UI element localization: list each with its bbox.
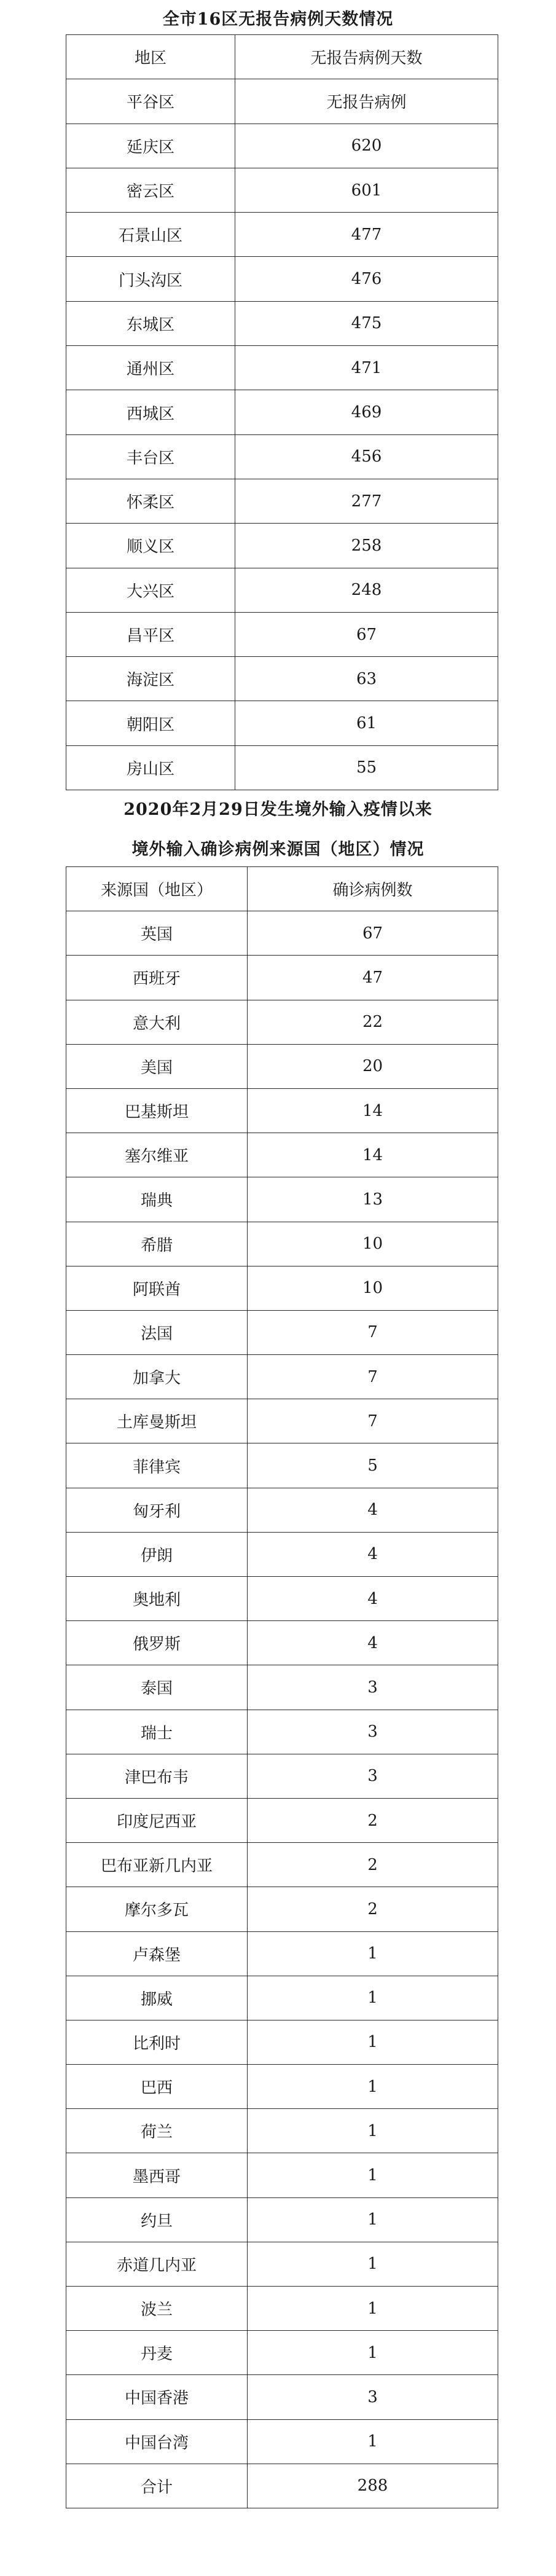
table-row — [66, 956, 498, 1000]
header-confirmed-cases: 确诊病例数 — [248, 867, 498, 911]
source-country-cell: 意大利 — [66, 1000, 248, 1044]
table-row — [66, 2242, 498, 2286]
table-row — [66, 612, 498, 656]
table-row — [66, 2109, 498, 2153]
confirmed-cases-cell: 20 — [248, 1044, 498, 1088]
no-case-days-cell: 63 — [235, 657, 498, 701]
no-case-days-table-body — [66, 35, 498, 790]
district-cell: 朝阳区 — [66, 701, 235, 745]
table-row — [66, 257, 498, 301]
table-row — [66, 1222, 498, 1266]
source-country-cell: 俄罗斯 — [66, 1621, 248, 1665]
no-case-days-cell: 277 — [235, 479, 498, 523]
source-country-cell: 巴布亚新几内亚 — [66, 1843, 248, 1887]
no-case-days-cell: 无报告病例 — [235, 79, 498, 124]
table-row — [66, 2419, 498, 2464]
confirmed-cases-cell: 7 — [248, 1310, 498, 1354]
table-row — [66, 390, 498, 434]
confirmed-cases-cell: 1 — [248, 2419, 498, 2464]
table-header-row — [66, 35, 498, 79]
district-cell: 延庆区 — [66, 124, 235, 168]
table-row — [66, 213, 498, 257]
confirmed-cases-cell: 1 — [248, 2242, 498, 2286]
table-row — [66, 911, 498, 956]
table-row — [66, 745, 498, 790]
table-row — [66, 1621, 498, 1665]
table-row — [66, 2020, 498, 2064]
district-cell: 大兴区 — [66, 568, 235, 612]
table-row — [66, 124, 498, 168]
source-country-cell: 津巴布韦 — [66, 1754, 248, 1798]
table-row — [66, 657, 498, 701]
table-row — [66, 346, 498, 390]
confirmed-cases-cell: 1 — [248, 2331, 498, 2375]
table-row — [66, 1044, 498, 1088]
confirmed-cases-cell: 2 — [248, 1843, 498, 1887]
table-row — [66, 1443, 498, 1488]
confirmed-cases-cell: 7 — [248, 1355, 498, 1399]
table-row — [66, 701, 498, 745]
district-cell: 顺义区 — [66, 524, 235, 568]
confirmed-cases-cell: 67 — [248, 911, 498, 956]
no-case-days-cell: 67 — [235, 612, 498, 656]
source-country-cell: 约旦 — [66, 2197, 248, 2242]
table-row — [66, 2331, 498, 2375]
table-row — [66, 1399, 498, 1443]
source-country-cell: 赤道几内亚 — [66, 2242, 248, 2286]
table-row — [66, 434, 498, 479]
table-row — [66, 2287, 498, 2331]
source-country-cell: 菲律宾 — [66, 1443, 248, 1488]
imported-cases-table — [66, 866, 498, 2508]
confirmed-cases-cell: 14 — [248, 1088, 498, 1133]
confirmed-cases-cell: 1 — [248, 2197, 498, 2242]
confirmed-cases-cell: 5 — [248, 1443, 498, 1488]
table-row — [66, 1931, 498, 1976]
source-country-cell: 印度尼西亚 — [66, 1798, 248, 1842]
district-cell: 怀柔区 — [66, 479, 235, 523]
source-country-cell: 塞尔维亚 — [66, 1133, 248, 1177]
source-country-cell: 希腊 — [66, 1222, 248, 1266]
header-source-country: 来源国（地区） — [66, 867, 248, 911]
confirmed-cases-cell: 4 — [248, 1532, 498, 1576]
header-no-case-days: 无报告病例天数 — [235, 35, 498, 79]
confirmed-cases-cell: 2 — [248, 1798, 498, 1842]
confirmed-cases-cell: 3 — [248, 1710, 498, 1754]
district-cell: 房山区 — [66, 745, 235, 790]
district-cell: 昌平区 — [66, 612, 235, 656]
district-cell: 海淀区 — [66, 657, 235, 701]
table-row — [66, 1088, 498, 1133]
confirmed-cases-cell: 7 — [248, 1399, 498, 1443]
table-row — [66, 2375, 498, 2419]
no-case-days-cell: 55 — [235, 745, 498, 790]
source-country-cell: 巴基斯坦 — [66, 1088, 248, 1133]
confirmed-cases-cell: 3 — [248, 1665, 498, 1710]
source-country-cell: 巴西 — [66, 2065, 248, 2109]
table-row — [66, 168, 498, 212]
source-country-cell: 阿联酋 — [66, 1266, 248, 1310]
source-country-cell: 卢森堡 — [66, 1931, 248, 1976]
total-value: 288 — [248, 2464, 498, 2508]
total-label: 合计 — [66, 2464, 248, 2508]
no-case-days-cell: 61 — [235, 701, 498, 745]
imported-cases-table-body — [66, 867, 498, 2508]
confirmed-cases-cell: 2 — [248, 1887, 498, 1931]
no-case-days-cell: 601 — [235, 168, 498, 212]
table-row — [66, 1887, 498, 1931]
confirmed-cases-cell: 14 — [248, 1133, 498, 1177]
table-row — [66, 79, 498, 124]
no-case-days-cell: 258 — [235, 524, 498, 568]
no-case-days-cell: 248 — [235, 568, 498, 612]
district-cell: 密云区 — [66, 168, 235, 212]
district-cell: 平谷区 — [66, 79, 235, 124]
source-country-cell: 丹麦 — [66, 2331, 248, 2375]
confirmed-cases-cell: 3 — [248, 1754, 498, 1798]
table-row — [66, 1577, 498, 1621]
district-cell: 门头沟区 — [66, 257, 235, 301]
table-row — [66, 1754, 498, 1798]
no-case-days-table — [66, 34, 498, 790]
no-case-days-cell: 471 — [235, 346, 498, 390]
confirmed-cases-cell: 1 — [248, 2153, 498, 2197]
table-row — [66, 1488, 498, 1532]
table2-title-line2: 境外输入确诊病例来源国（地区）情况 — [131, 840, 425, 859]
table-row — [66, 1976, 498, 2020]
table-row — [66, 2065, 498, 2109]
table1-title: 全市16区无报告病例天数情况 — [162, 10, 394, 29]
confirmed-cases-cell: 3 — [248, 2375, 498, 2419]
confirmed-cases-cell: 4 — [248, 1488, 498, 1532]
table-row — [66, 301, 498, 345]
table-row — [66, 1843, 498, 1887]
confirmed-cases-cell: 10 — [248, 1222, 498, 1266]
table-row — [66, 1266, 498, 1310]
confirmed-cases-cell: 1 — [248, 2109, 498, 2153]
source-country-cell: 美国 — [66, 1044, 248, 1088]
table-row — [66, 1710, 498, 1754]
district-cell: 西城区 — [66, 390, 235, 434]
source-country-cell: 比利时 — [66, 2020, 248, 2064]
table-row — [66, 2197, 498, 2242]
source-country-cell: 瑞典 — [66, 1177, 248, 1222]
no-case-days-cell: 456 — [235, 434, 498, 479]
source-country-cell: 泰国 — [66, 1665, 248, 1710]
confirmed-cases-cell: 13 — [248, 1177, 498, 1222]
source-country-cell: 英国 — [66, 911, 248, 956]
table-row — [66, 568, 498, 612]
confirmed-cases-cell: 1 — [248, 1976, 498, 2020]
confirmed-cases-cell: 4 — [248, 1577, 498, 1621]
table-row — [66, 479, 498, 523]
table-header-row — [66, 867, 498, 911]
source-country-cell: 摩尔多瓦 — [66, 1887, 248, 1931]
no-case-days-cell: 620 — [235, 124, 498, 168]
district-cell: 丰台区 — [66, 434, 235, 479]
no-case-days-cell: 475 — [235, 301, 498, 345]
source-country-cell: 中国台湾 — [66, 2419, 248, 2464]
table-row — [66, 2153, 498, 2197]
confirmed-cases-cell: 4 — [248, 1621, 498, 1665]
table-row — [66, 1133, 498, 1177]
table-row — [66, 1355, 498, 1399]
table2-title-line1: 2020年2月29日发生境外输入疫情以来 — [123, 800, 433, 819]
header-district: 地区 — [66, 35, 235, 79]
source-country-cell: 波兰 — [66, 2287, 248, 2331]
source-country-cell: 匈牙利 — [66, 1488, 248, 1532]
source-country-cell: 墨西哥 — [66, 2153, 248, 2197]
table-row — [66, 524, 498, 568]
table-row — [66, 1665, 498, 1710]
total-row — [66, 2464, 498, 2508]
no-case-days-cell: 469 — [235, 390, 498, 434]
district-cell: 石景山区 — [66, 213, 235, 257]
source-country-cell: 荷兰 — [66, 2109, 248, 2153]
source-country-cell: 奥地利 — [66, 1577, 248, 1621]
source-country-cell: 伊朗 — [66, 1532, 248, 1576]
source-country-cell: 挪威 — [66, 1976, 248, 2020]
confirmed-cases-cell: 1 — [248, 2287, 498, 2331]
source-country-cell: 加拿大 — [66, 1355, 248, 1399]
source-country-cell: 法国 — [66, 1310, 248, 1354]
confirmed-cases-cell: 47 — [248, 956, 498, 1000]
confirmed-cases-cell: 10 — [248, 1266, 498, 1310]
confirmed-cases-cell: 1 — [248, 2020, 498, 2064]
district-cell: 东城区 — [66, 301, 235, 345]
confirmed-cases-cell: 22 — [248, 1000, 498, 1044]
table-row — [66, 1177, 498, 1222]
confirmed-cases-cell: 1 — [248, 1931, 498, 1976]
table-row — [66, 1532, 498, 1576]
source-country-cell: 中国香港 — [66, 2375, 248, 2419]
no-case-days-cell: 477 — [235, 213, 498, 257]
source-country-cell: 西班牙 — [66, 956, 248, 1000]
table-row — [66, 1798, 498, 1842]
confirmed-cases-cell: 1 — [248, 2065, 498, 2109]
table-row — [66, 1000, 498, 1044]
table-row — [66, 1310, 498, 1354]
source-country-cell: 土库曼斯坦 — [66, 1399, 248, 1443]
source-country-cell: 瑞士 — [66, 1710, 248, 1754]
district-cell: 通州区 — [66, 346, 235, 390]
no-case-days-cell: 476 — [235, 257, 498, 301]
